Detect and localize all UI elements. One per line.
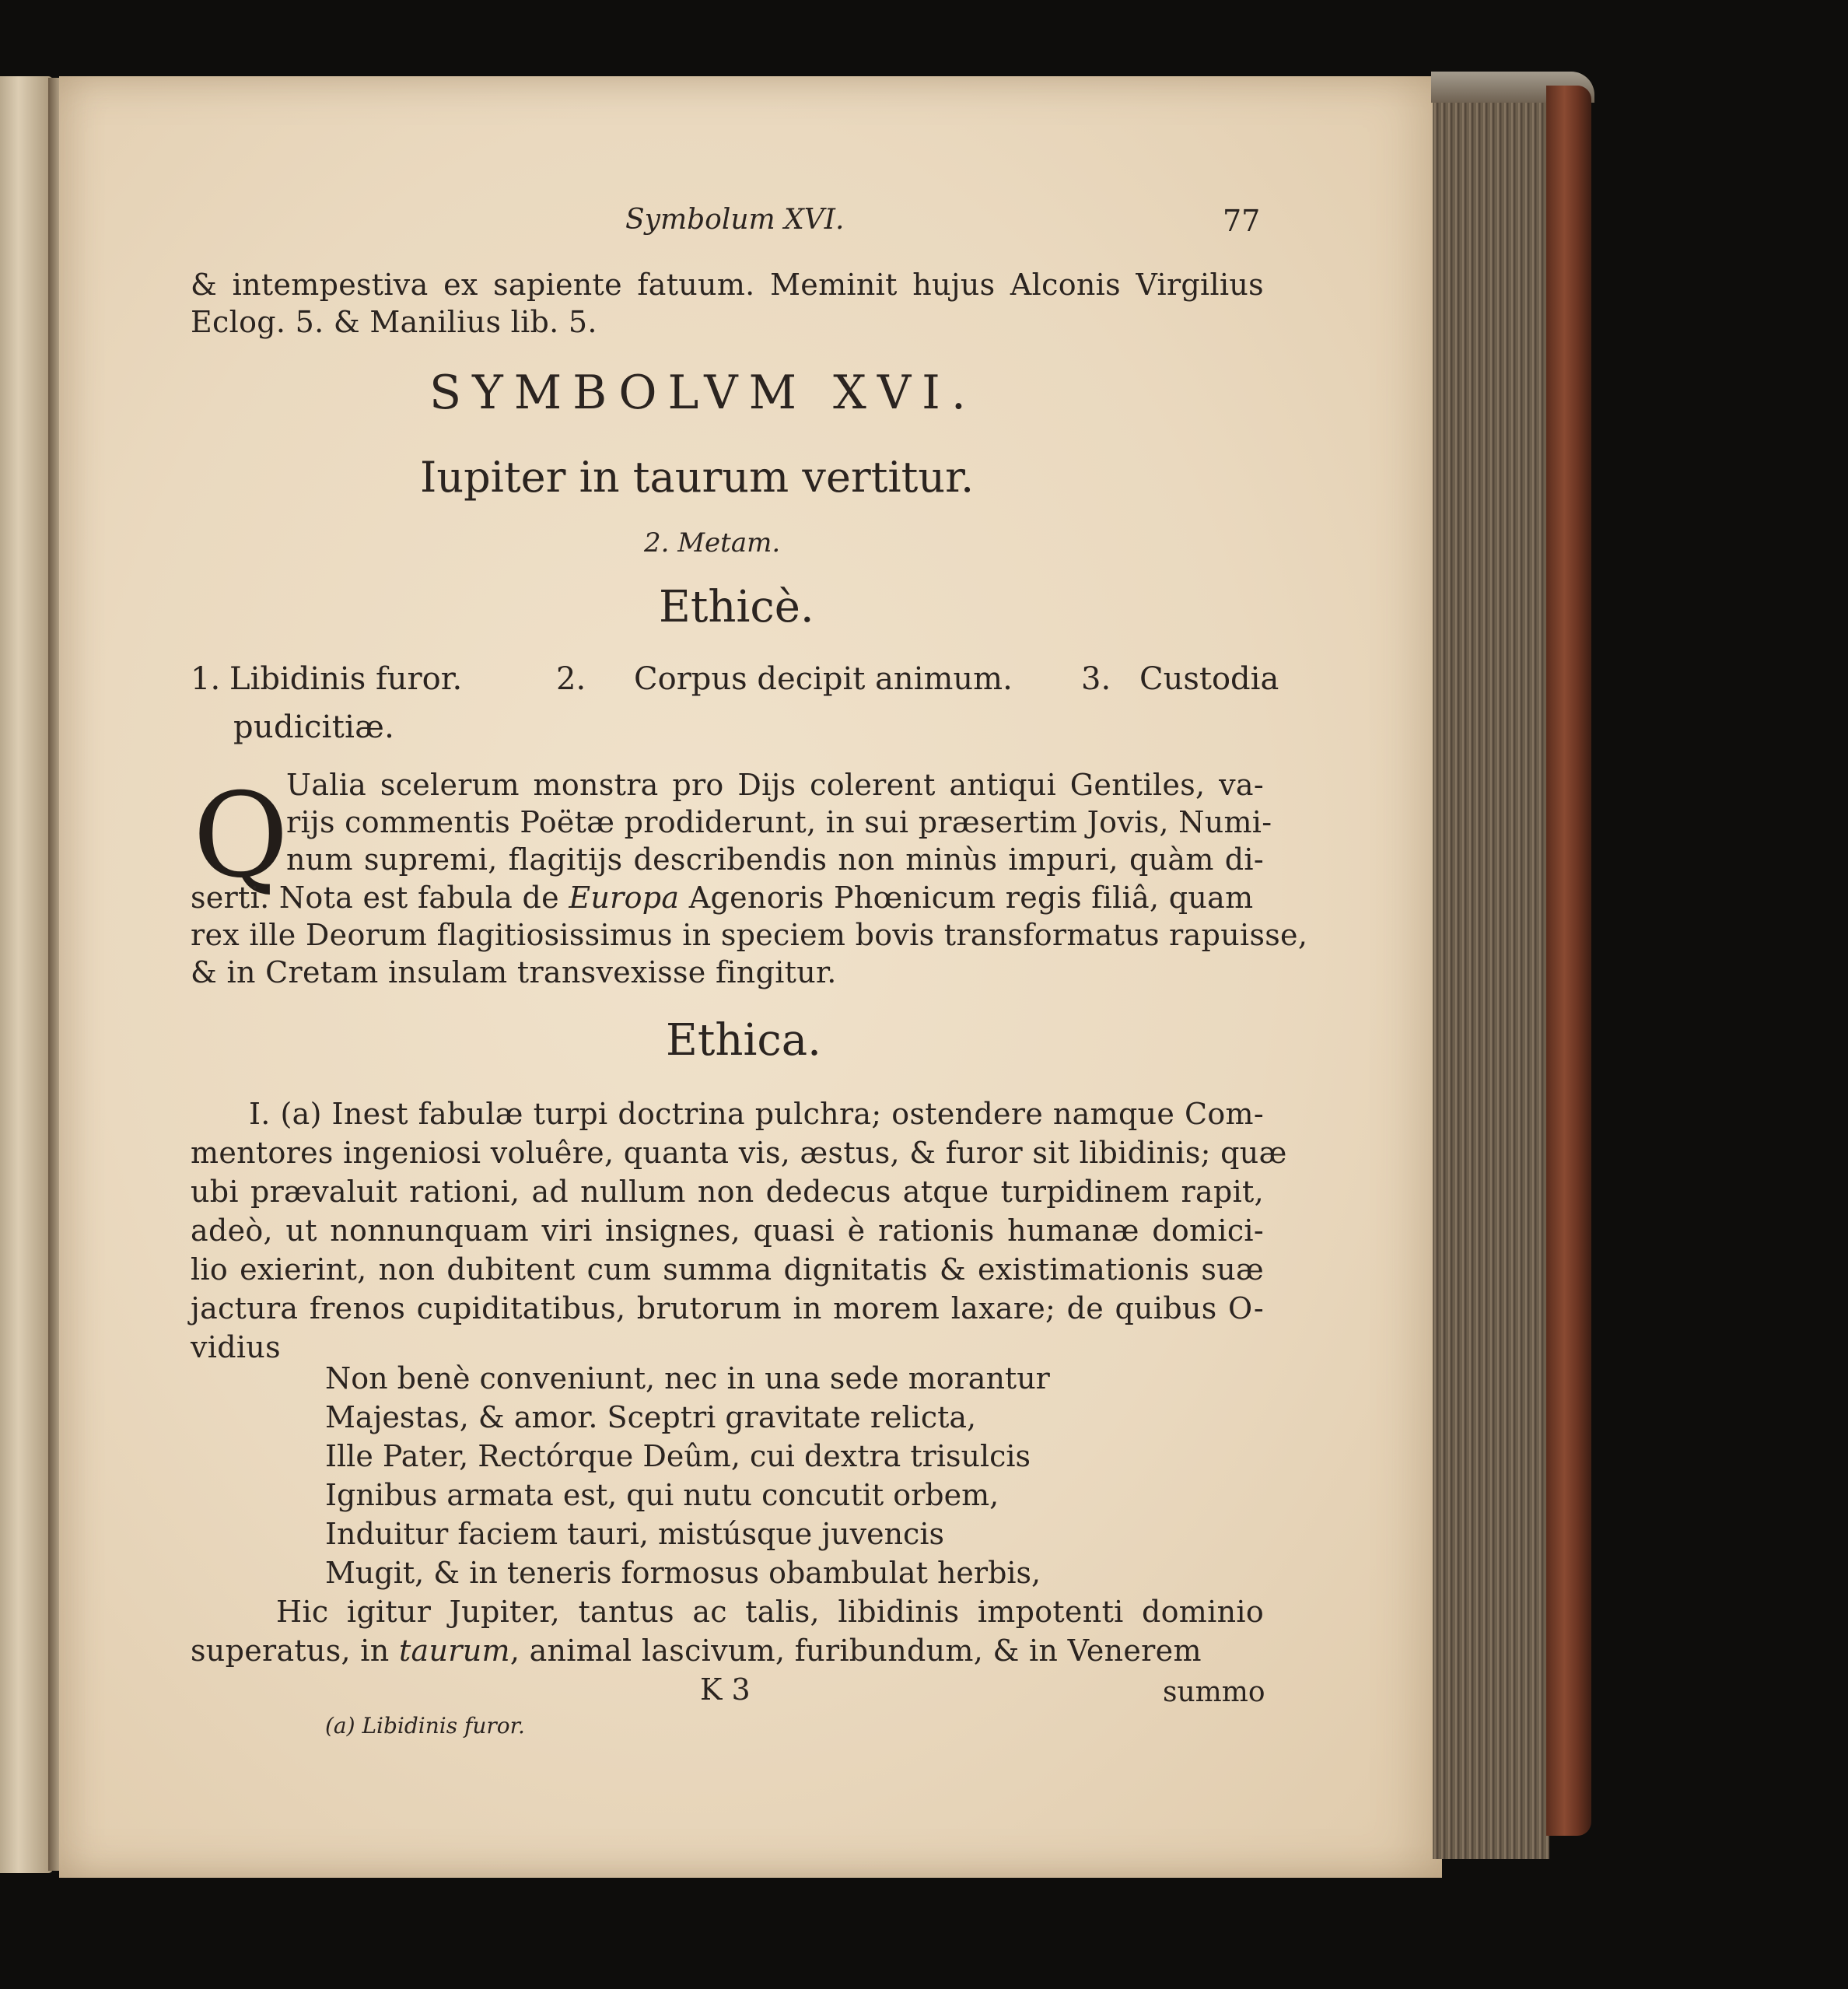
list-item: Custodia — [1139, 661, 1279, 697]
ethica-line: adeò, ut nonnunquam viri insignes, quasi è rationis humanæ domici- — [191, 1213, 1264, 1248]
fabula-line — [191, 881, 1253, 915]
ethica-line: I. (a) Inest fabulæ turpi doctrina pulchra; ostendere namque Com- — [249, 1097, 1264, 1131]
verse-line: Induitur faciem tauri, mistúsque juvencis — [325, 1517, 944, 1551]
list-item-continued: pudicitiæ. — [233, 709, 395, 745]
ethica-line: vidius — [191, 1330, 281, 1364]
list-item: Corpus decipit animum. — [634, 661, 1013, 697]
fabula-text: serti. Nota est fabula de — [191, 881, 559, 915]
list-item: Libidinis furor. — [229, 661, 463, 697]
fabula-line: num supremi, flagitijs describendis non minùs impuri, quàm di- — [286, 842, 1264, 877]
ethica-line: jactura frenos cupiditatibus, brutorum in morem laxare; de quibus O- — [191, 1291, 1264, 1325]
ethica-line: ubi prævaluit rationi, ad nullum non dedecus atque turpidinem rapit, — [191, 1175, 1264, 1209]
closing-line — [191, 1634, 1202, 1668]
closing-italic-word: taurum — [398, 1634, 510, 1668]
fabula-text: Agenoris Phœnicum regis filiâ, quam — [688, 881, 1254, 915]
ethica-line: mentores ingeniosi voluêre, quanta vis, æstus, & furor sit libidinis; quæ — [191, 1136, 1287, 1170]
intro-line: & intempestiva ex sapiente fatuum. Meminit hujus Alconis Virgilius — [191, 268, 1264, 302]
fabula-line: rex ille Deorum flagitiosissimus in speciem bovis transformatus rapuisse, — [191, 918, 1308, 952]
fabula-line: rijs commentis Poëtæ prodiderunt, in sui præsertim Jovis, Numi- — [286, 805, 1272, 839]
footnote: (a) Libidinis furor. — [325, 1713, 525, 1739]
ethic-list — [191, 661, 1279, 697]
verse-line: Mugit, & in teneris formosus obambulat herbis, — [325, 1556, 1041, 1590]
closing-line: Hic igitur Jupiter, tantus ac talis, libidinis impotenti dominio — [276, 1595, 1264, 1629]
intro-line: Eclog. 5. & Manilius lib. 5. — [191, 305, 597, 339]
verse-line: Ignibus armata est, qui nutu concutit orbem, — [325, 1478, 999, 1512]
verse-line: Ille Pater, Rectórque Deûm, cui dextra trisulcis — [325, 1439, 1031, 1473]
book-spine — [1546, 86, 1591, 1836]
drop-capital: Q — [193, 769, 289, 904]
emblem-subtitle: Iupiter in taurum vertitur. — [420, 453, 975, 502]
symbol-title: SYMBOLVM XVI. — [429, 366, 977, 420]
list-number: 1. — [191, 661, 221, 697]
page-number: 77 — [1223, 204, 1261, 238]
heading-ethice: Ethicè. — [659, 582, 814, 632]
fabula-italic-name: Europa — [569, 881, 680, 915]
source-reference: 2. Metam. — [644, 527, 781, 559]
verse-line: Majestas, & amor. Sceptri gravitate relicta, — [325, 1400, 977, 1434]
heading-ethica: Ethica. — [666, 1015, 821, 1066]
left-page-edge — [0, 76, 53, 1873]
catchword: summo — [1163, 1676, 1265, 1708]
closing-text: superatus, in — [191, 1634, 390, 1668]
fabula-line: Ualia scelerum monstra pro Dijs colerent antiqui Gentiles, va- — [286, 768, 1264, 802]
page-block-edge — [1433, 78, 1549, 1859]
running-head: Symbolum XVI. — [625, 204, 845, 236]
verse-line: Non benè conveniunt, nec in una sede morantur — [325, 1361, 1050, 1395]
list-number: 2. — [556, 661, 586, 697]
list-number: 3. — [1081, 661, 1111, 697]
closing-text: , animal lascivum, furibundum, & in Venerem — [509, 1634, 1202, 1668]
fabula-line: & in Cretam insulam transvexisse fingitur. — [191, 955, 837, 989]
ethica-line: lio exierint, non dubitent cum summa dignitatis & existimationis suæ — [191, 1252, 1264, 1287]
signature-mark: K 3 — [700, 1672, 751, 1707]
